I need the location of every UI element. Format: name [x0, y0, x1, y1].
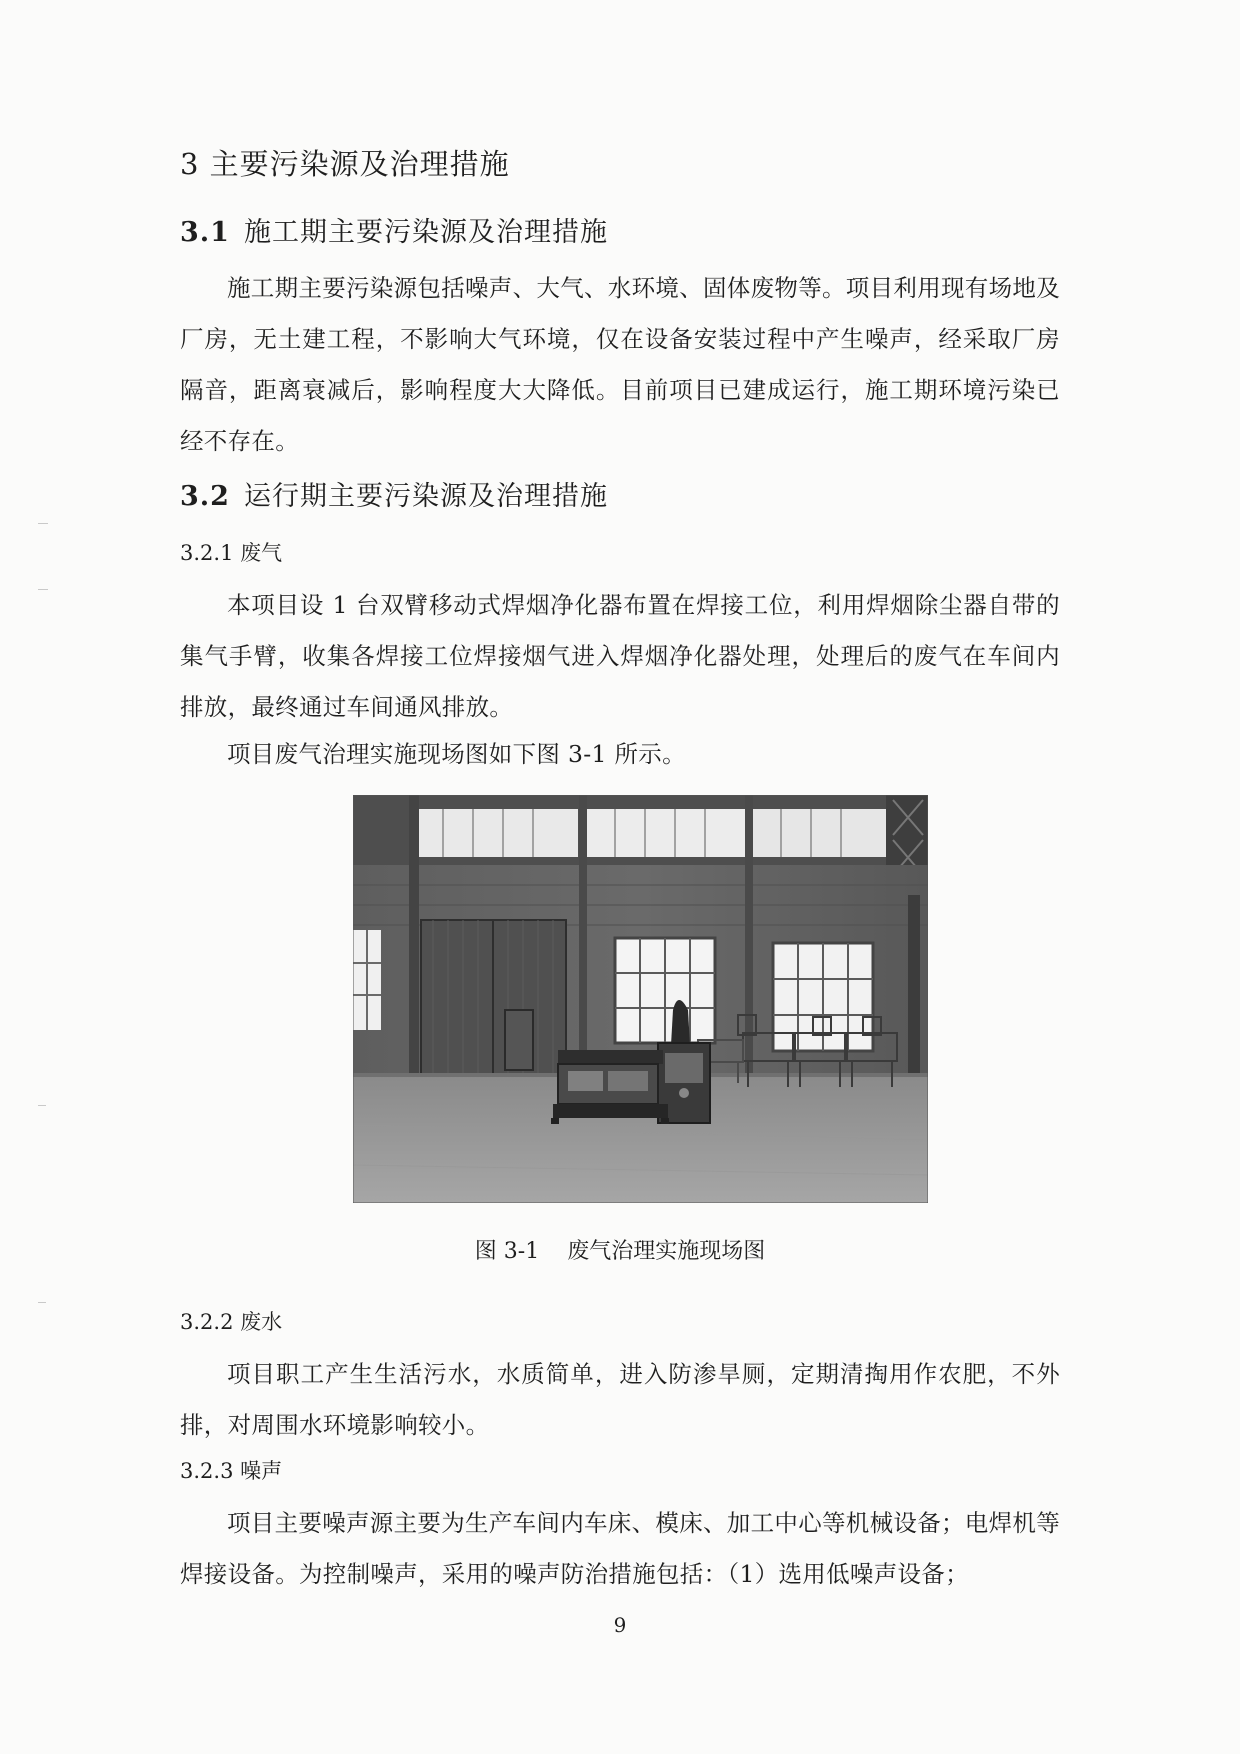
section-title: 运行期主要污染源及治理措施 [243, 481, 608, 512]
subsection-heading-3-2-3: 3.2.3 噪声 [180, 1459, 283, 1483]
workshop-photo [353, 795, 928, 1203]
section-heading-3-2 [180, 474, 608, 513]
paragraph-construction: 施工期主要污染源包括噪声、大气、水环境、固体废物等。项目利用现有场地及厂房，无土建工程，不影响大气环境，仅在设备安装过程中产生噪声，经采取厂房隔音，距离衰减后，影响程度大大降低。目前项目已建成运行，施工期环境污染已经不存在。 [180, 274, 1060, 455]
scan-mark [38, 1302, 46, 1303]
paragraph-wastewater: 项目职工产生生活污水，水质简单，进入防渗旱厕，定期清掏用作农肥，不外排，对周围水环境影响较小。 [180, 1360, 1060, 1439]
page-number: 9 [613, 1613, 627, 1637]
scan-mark [38, 1105, 46, 1106]
subsection-heading-3-2-1: 3.2.1 废气 [180, 541, 283, 565]
subsection-heading-3-2-2: 3.2.2 废水 [180, 1310, 283, 1334]
figure-title: 废气治理实施现场图 [567, 1239, 766, 1264]
paragraph-noise: 项目主要噪声源主要为生产车间内车床、模床、加工中心等机械设备；电焊机等焊接设备。为控制噪声，采用的噪声防治措施包括：（1）选用低噪声设备； [180, 1509, 1060, 1588]
section-heading-3-1 [180, 210, 608, 249]
section-number: 3.1 [180, 217, 230, 248]
paragraph-figure-intro: 项目废气治理实施现场图如下图 3-1 所示。 [227, 740, 686, 768]
scan-mark [38, 589, 48, 590]
section-number: 3.2 [180, 481, 230, 512]
figure-caption [0, 1234, 1240, 1265]
paragraph-waste-gas: 本项目设 1 台双臂移动式焊烟净化器布置在焊接工位，利用焊烟除尘器自带的集气手臂，收集各焊接工位焊接烟气进入焊烟净化器处理，处理后的废气在车间内排放，最终通过车间通风排放。 [180, 591, 1060, 721]
figure-label: 图 3-1 [474, 1239, 540, 1264]
chapter-heading: 3 主要污染源及治理措施 [180, 147, 510, 181]
section-title: 施工期主要污染源及治理措施 [243, 217, 608, 248]
scan-mark [38, 523, 48, 524]
